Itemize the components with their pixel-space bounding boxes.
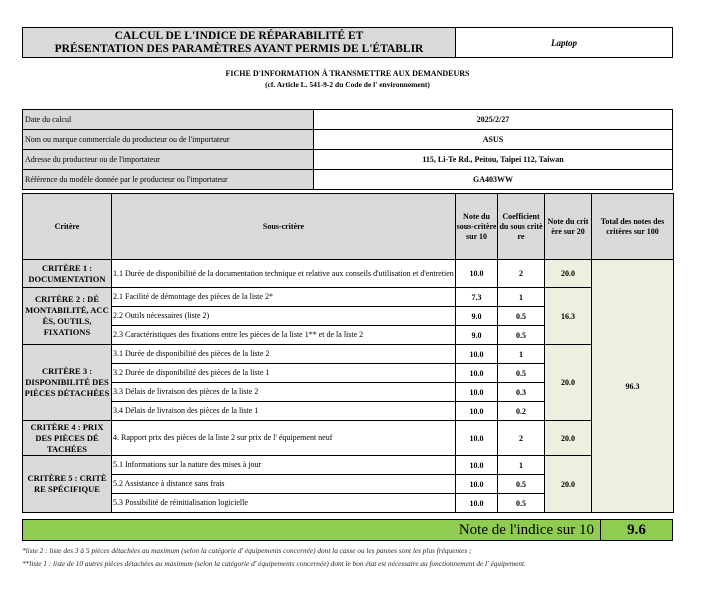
sub-criterion: 3.1 Durée de disponibilité des pièces de la liste 2 bbox=[112, 345, 456, 364]
header-sous-critere: Sous-critère bbox=[112, 194, 456, 260]
sub-criterion: 3.3 Délais de livraison des pièces de la liste 2 bbox=[112, 383, 456, 402]
criterion-name: CRITÈRE 1 : DOCUMENTATION bbox=[23, 260, 112, 288]
sub-note: 10.0 bbox=[456, 383, 498, 402]
sub-criterion: 3.2 Durée de disponibilité des pièces de la liste 1 bbox=[112, 364, 456, 383]
table-row bbox=[23, 345, 674, 364]
sub-criterion: 2.3 Caractéristiques des fixations entre les pièces de la liste 1** et de la liste 2 bbox=[112, 326, 456, 345]
sub-criterion: 5.3 Possibilité de réinitialisation logicielle bbox=[112, 494, 456, 513]
info-value: 2025/2/27 bbox=[314, 110, 673, 130]
footnote-1: *liste 2 : liste des 3 à 5 pièces détachées au maximum (selon la catégorie d' équipements concernée) dont la casse ou les pannes sont les plus fréquentes ; bbox=[22, 546, 472, 555]
coefficient: 1 bbox=[498, 345, 545, 364]
table-row bbox=[23, 421, 674, 456]
sub-note: 10.0 bbox=[456, 402, 498, 421]
coefficient: 2 bbox=[498, 421, 545, 456]
coefficient: 0.5 bbox=[498, 307, 545, 326]
info-label: Adresse du producteur ou de l'importateur bbox=[23, 150, 314, 170]
subheader-line-1: FICHE D'INFORMATION À TRANSMETTRE AUX DEMANDEURS bbox=[225, 69, 470, 78]
header-total: Total des notes des critères sur 100 bbox=[592, 194, 674, 260]
sub-criterion: 2.1 Facilité de démontage des pièces de la liste 2* bbox=[112, 288, 456, 307]
sub-criterion: 3.4 Délais de livraison des pièces de la liste 1 bbox=[112, 402, 456, 421]
criterion-score: 16.3 bbox=[545, 288, 592, 345]
subheader-line-2: (cf. Article L. 541-9-2 du Code de l' environnement) bbox=[265, 80, 430, 89]
info-row bbox=[23, 150, 673, 170]
info-value: ASUS bbox=[314, 130, 673, 150]
sub-note: 10.0 bbox=[456, 260, 498, 288]
coefficient: 0.5 bbox=[498, 494, 545, 513]
header-note-critere: Note du crit ère sur 20 bbox=[545, 194, 592, 260]
info-row bbox=[23, 130, 673, 150]
info-label: Date du calcul bbox=[23, 110, 314, 130]
header-critere: Critère bbox=[23, 194, 112, 260]
criterion-score: 20.0 bbox=[545, 421, 592, 456]
header-coefficient: Coefficient du sous critè re bbox=[498, 194, 545, 260]
final-score-label: Note de l'indice sur 10 bbox=[458, 522, 594, 538]
title-line-1: CALCUL DE L'INDICE DE RÉPARABILITÉ ET bbox=[114, 29, 364, 42]
coefficient: 0.5 bbox=[498, 326, 545, 345]
title-line-2: PRÉSENTATION DES PARAMÈTRES AYANT PERMIS DE L'ÉTABLIR bbox=[54, 42, 424, 55]
coefficient: 2 bbox=[498, 260, 545, 288]
sub-criterion: 1.1 Durée de disponibilité de la documentation technique et relative aux conseils d'utilisation et d'entretien bbox=[112, 260, 456, 288]
table-row bbox=[23, 456, 674, 475]
criterion-score: 20.0 bbox=[545, 260, 592, 288]
sub-note: 7.3 bbox=[456, 288, 498, 307]
page-title bbox=[23, 28, 456, 58]
coefficient: 1 bbox=[498, 456, 545, 475]
product-type: Laptop bbox=[456, 28, 673, 58]
sub-criterion: 2.2 Outils nécessaires (liste 2) bbox=[112, 307, 456, 326]
sub-criterion: 4. Rapport prix des pièces de la liste 2 sur prix de l' équipement neuf bbox=[112, 421, 456, 456]
info-row bbox=[23, 170, 673, 190]
info-value: 115, Li-Te Rd., Peitou, Taipei 112, Taiwan bbox=[314, 150, 673, 170]
sub-note: 10.0 bbox=[456, 456, 498, 475]
coefficient: 1 bbox=[498, 288, 545, 307]
info-table bbox=[22, 109, 673, 190]
info-value: GA403WW bbox=[314, 170, 673, 190]
final-score-bar bbox=[22, 519, 673, 541]
sub-note: 10.0 bbox=[456, 494, 498, 513]
sub-note: 10.0 bbox=[456, 364, 498, 383]
coefficient: 0.2 bbox=[498, 402, 545, 421]
criterion-name: CRITÈRE 5 : CRITÈ RE SPÉCIFIQUE bbox=[23, 456, 112, 513]
total-score: 96.3 bbox=[592, 260, 674, 513]
sub-note: 10.0 bbox=[456, 475, 498, 494]
info-label: Référence du modèle donnée par le producteur ou l'importateur bbox=[23, 170, 314, 190]
coefficient: 0.5 bbox=[498, 475, 545, 494]
info-label: Nom ou marque commerciale du producteur ou de l'importateur bbox=[23, 130, 314, 150]
criterion-name: CRITÈRE 2 : DÉ MONTABILITÉ, ACC ÈS, OUTILS, FIXATIONS bbox=[23, 288, 112, 345]
final-score-value: 9.6 bbox=[600, 520, 672, 540]
header-note-sous-critere: Note du sous-critère sur 10 bbox=[456, 194, 498, 260]
criterion-score: 20.0 bbox=[545, 456, 592, 513]
score-table bbox=[22, 193, 674, 513]
coefficient: 0.5 bbox=[498, 364, 545, 383]
footnote-2: **liste 1 : liste de 10 autres pièces détachées au maximum (selon la catégorie d' équipements concernée) dont le bon état est nécessaire au fonctionnement de l' équipement. bbox=[22, 559, 526, 568]
sub-criterion: 5.1 Informations sur la nature des mises à jour bbox=[112, 456, 456, 475]
info-row bbox=[23, 110, 673, 130]
criterion-name: CRITÈRE 3 : DISPONIBILITÉ DES PIÈCES DÉTACHÉES bbox=[23, 345, 112, 421]
header-box bbox=[22, 27, 673, 58]
criterion-score: 20.0 bbox=[545, 345, 592, 421]
table-row bbox=[23, 260, 674, 288]
sub-note: 10.0 bbox=[456, 345, 498, 364]
sub-note: 9.0 bbox=[456, 307, 498, 326]
table-header-row bbox=[23, 194, 674, 260]
coefficient: 0.3 bbox=[498, 383, 545, 402]
sub-note: 9.0 bbox=[456, 326, 498, 345]
sub-note: 10.0 bbox=[456, 421, 498, 456]
criterion-name: CRITÈRE 4 : PRIX DES PIÈCES DÉ TACHÉES bbox=[23, 421, 112, 456]
sub-criterion: 5.2 Assistance à distance sans frais bbox=[112, 475, 456, 494]
table-row bbox=[23, 288, 674, 307]
